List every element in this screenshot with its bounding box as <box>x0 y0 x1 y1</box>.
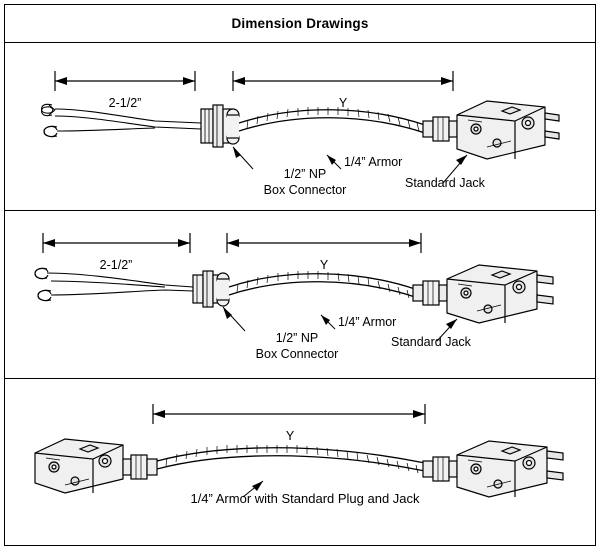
panel-2-jack-label: Standard Jack <box>391 335 471 349</box>
drawing-frame <box>4 4 596 546</box>
panel-1-connector-label-line2: Box Connector <box>263 183 347 197</box>
panel-1-jack-label: Standard Jack <box>405 176 485 190</box>
panel-2-connector-label-line1: 1/2” NP <box>275 331 319 345</box>
panel-1-right-dimension-label: Y <box>338 96 348 110</box>
panel-1 <box>5 43 595 211</box>
page-title: Dimension Drawings <box>231 16 369 31</box>
panel-1-left-dimension-label: 2-1/2” <box>108 96 142 110</box>
panel-2-right-dimension-label: Y <box>319 258 329 272</box>
panel-3-drawing <box>5 379 597 547</box>
panel-2-armor-label: 1/4” Armor <box>338 315 397 329</box>
panel-3-caption: 1/4” Armor with Standard Plug and Jack <box>190 491 420 506</box>
panel-2-left-dimension-label: 2-1/2” <box>99 258 133 272</box>
panel-1-connector-label-line1: 1/2” NP <box>283 167 327 181</box>
panel-3 <box>5 379 595 547</box>
title-bar <box>5 5 595 43</box>
panel-2 <box>5 211 595 379</box>
panel-1-armor-label: 1/4” Armor <box>344 155 403 169</box>
panel-3-right-dimension-label: Y <box>285 429 295 443</box>
panel-2-connector-label-line2: Box Connector <box>255 347 339 361</box>
